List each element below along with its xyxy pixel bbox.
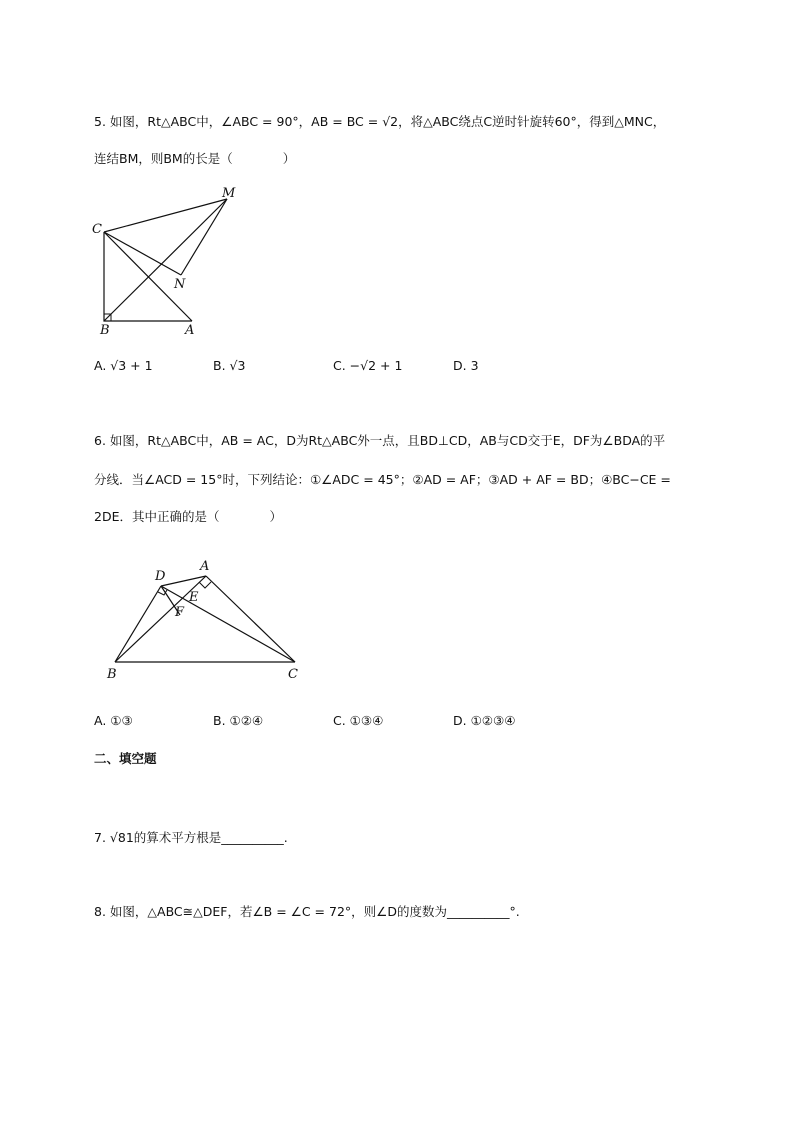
q6-choice-a[interactable]: A. ①③ — [94, 713, 133, 728]
q6-label-d: D — [155, 569, 166, 584]
q5-choice-b[interactable]: B. √3 — [213, 358, 246, 373]
q5-segment-cm — [104, 199, 227, 232]
q5-choice-c[interactable]: C. −√2 + 1 — [333, 358, 403, 373]
section-heading-fill-in: 二、填空题 — [94, 751, 157, 766]
q6-text-line3: 2DE．其中正确的是（ ） — [94, 509, 282, 524]
q6-choice-b[interactable]: B. ①②④ — [213, 713, 264, 728]
q6-text-line2: 分线．当∠ACD = 15°时，下列结论：①∠ADC = 45°；②AD = AF；③AD + AF = BD；④BC−CE = — [94, 472, 671, 487]
q6-right-angle-mark-d — [158, 590, 167, 595]
q5-figure — [85, 180, 255, 340]
q6-choice-d[interactable]: D. ①②③④ — [453, 713, 516, 728]
q5-segment-cn — [104, 232, 181, 275]
q7-text: 7. √81的算术平方根是__________. — [94, 830, 288, 845]
q5-segment-bm — [104, 199, 227, 321]
q6-right-angle-mark-a — [199, 582, 211, 588]
q6-label-c: C — [288, 667, 298, 682]
q6-figure — [100, 555, 315, 685]
q6-label-f: F — [175, 605, 185, 620]
q8-text: 8. 如图，△ABC≅△DEF，若∠B = ∠C = 72°，则∠D的度数为__________°. — [94, 904, 520, 919]
q6-segment-bd — [115, 586, 161, 662]
q6-segment-ba — [115, 576, 206, 662]
q6-choice-c[interactable]: C. ①③④ — [333, 713, 384, 728]
q5-label-a: A — [185, 323, 195, 338]
q5-text-line2: 连结BM，则BM的长是（ ） — [94, 151, 296, 166]
q6-label-e: E — [189, 590, 199, 605]
q6-label-b: B — [107, 667, 117, 682]
q6-text-line1: 6. 如图，Rt△ABC中，AB = AC，D为Rt△ABC外一点，且BD⊥CD，AB与CD交于E，DF为∠BDA的平 — [94, 433, 666, 448]
q5-choice-d[interactable]: D. 3 — [453, 358, 479, 373]
q6-label-a: A — [200, 559, 210, 574]
q5-text-line1: 5. 如图，Rt△ABC中，∠ABC = 90°，AB = BC = √2，将△ABC绕点C逆时针旋转60°，得到△MNC， — [94, 114, 666, 129]
q5-label-c: C — [92, 222, 102, 237]
q6-segment-da — [161, 576, 206, 586]
q5-choice-a[interactable]: A. √3 + 1 — [94, 358, 153, 373]
q5-label-b: B — [100, 323, 110, 338]
q5-label-m: M — [222, 186, 236, 201]
q5-label-n: N — [174, 277, 186, 292]
